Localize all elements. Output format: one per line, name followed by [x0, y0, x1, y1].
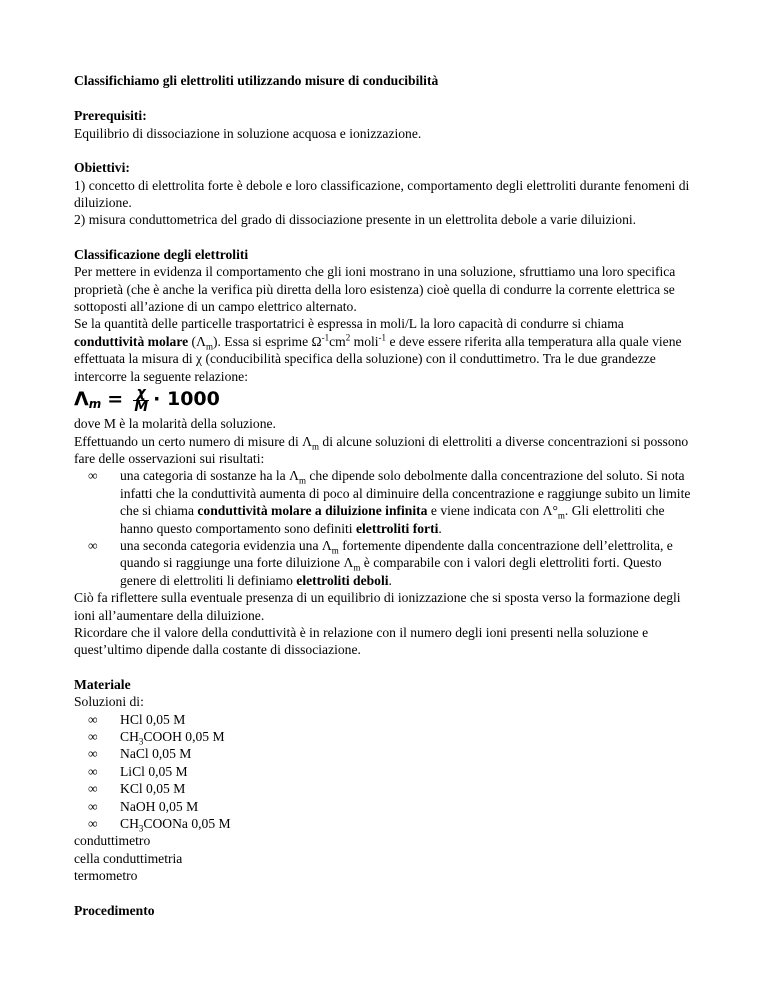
- formula-fraction: $\frac{\chi}{M}$: [134, 384, 149, 415]
- list-item: ∞ HCl 0,05 M: [88, 711, 186, 727]
- molar-conductivity-formula: Λ m = $\frac{\chi}{M}$ · 1000: [74, 384, 220, 415]
- list-item: ∞ $CH_3COONa$ 0,05 M: [88, 816, 231, 834]
- bullet-icon: ∞: [88, 711, 98, 727]
- procedimento-heading: Procedimento: [74, 902, 155, 918]
- instrument-item: cella conduttimetria: [74, 850, 183, 866]
- list-item: ∞ LiCl 0,05 M: [88, 763, 188, 779]
- materiale-heading: Materiale: [74, 676, 131, 692]
- instrument-item: conduttimetro: [74, 833, 151, 849]
- obiettivi-section: [74, 159, 696, 229]
- list-item: ∞ NaOH 0,05 M: [88, 798, 199, 814]
- prerequisiti-text: Equilibrio di dissociazione in soluzione acquosa e ionizzazione.: [74, 125, 422, 141]
- bullet-icon: ∞: [88, 816, 98, 832]
- materiale-section: [74, 676, 696, 885]
- bullet-icon: ∞: [88, 537, 98, 553]
- classificazione-paragraph: Per mettere in evidenza il comportamento che gli ioni mostrano in una soluzione, sfruttiamo una loro specifica proprietà (che è anche la verifica più diretta della loro esistenza) cioè quella di condurre la corrente elettrica se sottoposti all’azione di un campo elettrico alternato.: [74, 264, 676, 315]
- list-item: ∞ una seconda categoria evidenzia una $\Lambda_m$ fortemente dipendente dalla concentrazione dell’elettrolita, e quando si raggiunge una forte diluizione $\Lambda_m$ è comparabile con i valori degli elettroliti forti. Questo genere di elettroliti li definiamo elettroliti deboli.: [88, 537, 673, 588]
- classificazione-paragraph: Ricordare che il valore della conduttività è in relazione con il numero degli ioni presenti nella soluzione e quest’ultimo dipende dalla costante di dissociazione.: [74, 624, 649, 658]
- list-item: ∞ una categoria di sostanze ha la $\Lambda_m$ che dipende solo debolmente dalla concentrazione del soluto. Si nota infatti che la conduttività aumenta di poco al diminuire della concentrazione e raggiunge subito un limite che si chiama conduttività molare a diluizione infinita e viene indicata con $\Lambda^\circ_m$. Gli elettroliti che hanno questo comportamento sono definiti elettroliti forti.: [88, 468, 691, 536]
- document-page: [74, 72, 696, 919]
- list-item: ∞ KCl 0,05 M: [88, 781, 186, 797]
- obiettivo-item: 2) misura conduttometrica del grado di dissociazione presente in un elettrolita debole a varie diluizioni.: [74, 212, 637, 228]
- classificazione-paragraph: Effettuando un certo numero di misure di $\Lambda_m$ di alcune soluzioni di elettroliti a diverse concentrazioni si possono fare delle osservazioni sui risultati:: [74, 433, 689, 466]
- classificazione-heading: Classificazione degli elettroliti: [74, 246, 249, 262]
- document-title: Classifichiamo gli elettroliti utilizzando misure di conducibilità: [74, 73, 439, 88]
- obiettivi-heading: Obiettivi:: [74, 160, 130, 176]
- obiettivo-item: 1) concetto di elettrolita forte è debole e loro classificazione, comportamento degli elettroliti durante fenomeni di diluizione.: [74, 177, 690, 211]
- bullet-icon: ∞: [88, 746, 98, 762]
- classificazione-paragraph: Ciò fa riflettere sulla eventuale presenza di un equilibrio di ionizzazione che si sposta verso la formazione degli ioni all’aumentare della diluizione.: [74, 590, 681, 623]
- bullet-icon: ∞: [88, 798, 98, 814]
- bullet-icon: ∞: [88, 729, 98, 744]
- classificazione-paragraph: Se la quantità delle particelle trasportatrici è espressa in moli/L la loro capacità di condurre si chiama conduttività molare $(\Lambda_m)$. Essa si esprime $\Omega^{-1}cm^2$ moli$^{-1}$ e deve essere riferita alla temperatura alla quale viene effettuata la misura di χ (conducibilità specifica della soluzione) con il conduttimetro. Tra le due grandezze intercorre la seguente relazione:: [74, 316, 682, 384]
- classificazione-paragraph: dove M è la molarità della soluzione.: [74, 416, 276, 432]
- bullet-icon: ∞: [88, 468, 98, 484]
- list-item: ∞ $CH_3COOH$ 0,05 M: [88, 729, 225, 747]
- materiale-intro: Soluzioni di:: [74, 694, 144, 710]
- list-item: ∞ NaCl 0,05 M: [88, 746, 192, 762]
- prerequisiti-heading: Prerequisiti:: [74, 108, 147, 124]
- prerequisiti-section: [74, 107, 696, 142]
- bullet-icon: ∞: [88, 781, 98, 797]
- bullet-icon: ∞: [88, 763, 98, 779]
- classificazione-section: [74, 246, 696, 659]
- observations-list: [74, 467, 696, 589]
- solutions-list: [74, 711, 696, 833]
- instrument-item: termometro: [74, 868, 138, 884]
